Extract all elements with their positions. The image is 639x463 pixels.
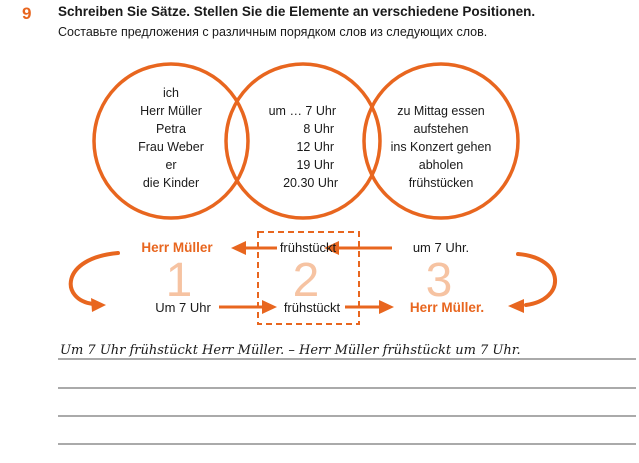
top-verb-label: frühstückt [279,240,337,255]
bottom-subject-label: Herr Müller. [409,300,485,315]
subject-word: Petra [156,122,186,136]
arrow-head-left [231,241,246,255]
exercise-title-russian: Составьте предложения с различным порядком слов из следующих слов. [58,25,488,39]
top-subject-label: Herr Müller [141,240,213,255]
verb-phrase: zu Mittag essen [397,104,485,118]
verb-phrase: frühstücken [408,176,474,190]
time-word: 19 Uhr [296,158,334,172]
subject-word: er [165,158,177,172]
position-number: 3 [425,254,453,307]
subject-word: ich [163,86,179,100]
time-word: 8 Uhr [303,122,334,136]
top-time-label: um 7 Uhr. [412,240,470,255]
example-answer: Um 7 Uhr frühstückt Herr Müller. – Herr Müller frühstückt um 7 Uhr. [60,343,521,358]
arrow-head-right [91,298,106,312]
left-curved-arrow [71,253,118,304]
subject-word: Herr Müller [140,104,202,118]
bottom-verb-label: frühstückt [283,300,341,315]
time-word: 12 Uhr [296,140,334,154]
time-word: um … 7 Uhr [268,104,336,118]
arrow-head-right [379,300,394,314]
position-number: 1 [165,254,193,307]
bottom-time-label: Um 7 Uhr [155,300,211,315]
position-number: 2 [292,254,320,307]
subject-word: die Kinder [142,176,200,190]
arrow-head-right [262,300,277,314]
arrow-head-left [508,299,524,313]
verb-phrase: abholen [418,158,464,172]
verb-phrase: aufstehen [413,122,469,136]
exercise-number: 9 [22,4,32,23]
exercise-title-german: Schreiben Sie Sätze. Stellen Sie die Elemente an verschiedene Positionen. [58,4,536,19]
time-word: 20.30 Uhr [283,176,338,190]
right-curved-arrow [518,254,555,305]
verb-phrase: ins Konzert gehen [390,140,492,154]
subject-word: Frau Weber [138,140,204,154]
